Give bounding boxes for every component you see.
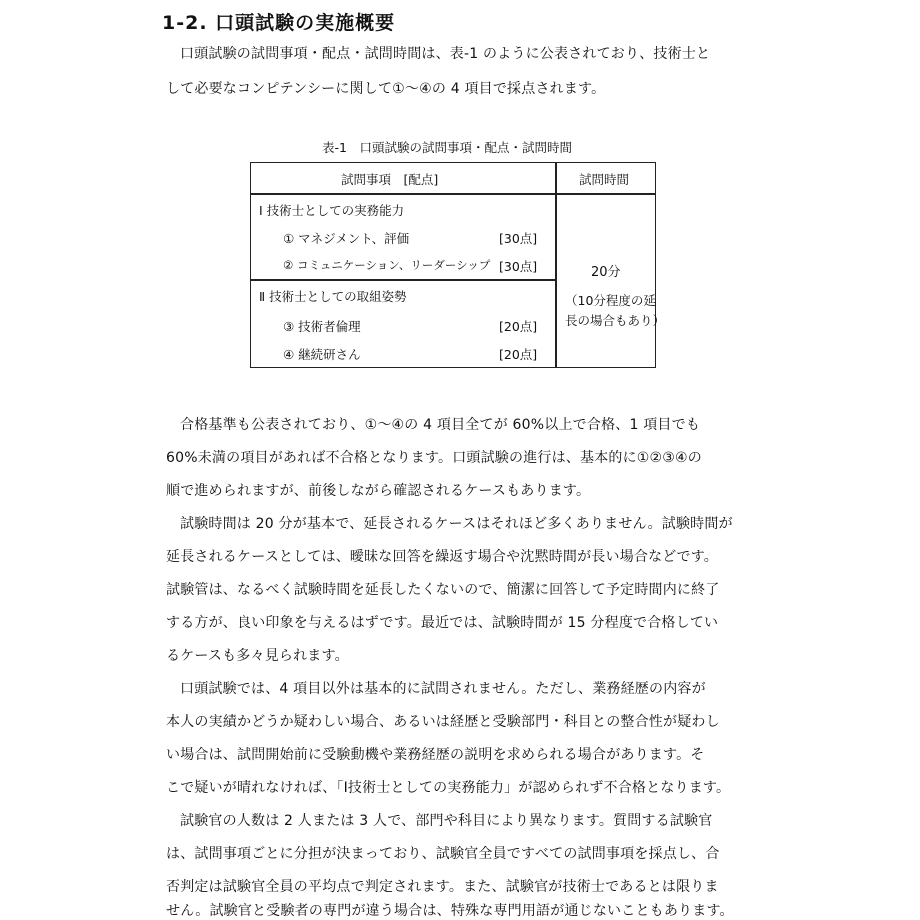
table-header-time: 試問時間 (579, 172, 630, 187)
table-header-items: 試問事項 [配点] (341, 172, 439, 187)
table-divider-header (251, 193, 655, 195)
table-item-points: [20点] (499, 319, 538, 334)
table-item-label: ③ 技術者倫理 (283, 319, 361, 334)
table-item-label: ① マネジメント、評価 (283, 231, 410, 246)
table-caption: 表-1 口頭試験の試問事項・配点・試問時間 (322, 140, 572, 155)
body-line: せん。試験官と受験者の専門が違う場合は、特殊な専門用語が通じないこともあります。 (166, 903, 734, 919)
table-time-note: 長の場合もあり） (565, 313, 666, 328)
table-group-title: Ⅰ 技術士としての実務能力 (259, 203, 405, 218)
body-line: 合格基準も公表されており、①～④の 4 項目全てが 60%以上で合格、1 項目でも (180, 417, 701, 433)
table-item-points: [30点] (499, 259, 538, 274)
table-divider-group (251, 279, 556, 281)
body-line: 延長されるケースとしては、曖昧な回答を繰返す場合や沈黙時間が長い場合などです。 (166, 549, 718, 565)
body-line: 試験官の人数は 2 人または 3 人で、部門や科目により異なります。質問する試験官 (180, 813, 713, 829)
table-item-label: ② コミュニケーション、リーダーシップ (283, 258, 491, 272)
body-line: 試験管は、なるべく試験時間を延長したくないので、簡潔に回答して予定時間内に終了 (166, 582, 720, 598)
body-line: 否判定は試験官全員の平均点で判定されます。また、試験官が技術士であるとは限りま (166, 879, 719, 895)
body-line: 本人の実績かどうか疑わしい場合、あるいは経歴と受験部門・科目との整合性が疑わし (166, 714, 720, 730)
intro-line: 口頭試験の試問事項・配点・試問時間は、表-1 のように公表されており、技術士と (180, 46, 711, 62)
body-line: する方が、良い印象を与えるはずです。最近では、試験時間が 15 分程度で合格してい (166, 615, 719, 631)
exam-table (250, 162, 666, 368)
table-item-label: ④ 継続研さん (283, 347, 361, 362)
body-line: 口頭試験では、4 項目以外は基本的に試問されません。ただし、業務経歴の内容が (180, 681, 706, 697)
table-time-note: （10分程度の延 (565, 293, 656, 308)
table-group-title: Ⅱ 技術士としての取組姿勢 (259, 289, 407, 304)
body-line: こで疑いが晴れなければ、「Ⅰ技術士としての実務能力」が認められず不合格となります。 (166, 780, 731, 796)
body-line: は、試問事項ごとに分担が決まっており、試験官全員ですべての試問事項を採点し、合 (166, 846, 720, 862)
intro-line: して必要なコンピテンシーに関して①～④の 4 項目で採点されます。 (166, 81, 606, 97)
table-item-points: [20点] (499, 347, 538, 362)
table-time-main: 20分 (591, 265, 621, 280)
body-line: るケースも多々見られます。 (166, 648, 349, 664)
body-line: 60%未満の項目があれば不合格となります。口頭試験の進行は、基本的に①②③④の (166, 450, 702, 466)
body-line: 試験時間は 20 分が基本で、延長されるケースはそれほど多くありません。試験時間が (180, 516, 733, 532)
table-item-points: [30点] (499, 231, 538, 246)
section-heading: 1-2. 口頭試験の実施概要 (162, 12, 396, 34)
body-line: い場合は、試問開始前に受験動機や業務経歴の説明を求められる場合があります。そ (166, 747, 705, 763)
body-line: 順で進められますが、前後しながら確認されるケースもあります。 (166, 483, 591, 499)
